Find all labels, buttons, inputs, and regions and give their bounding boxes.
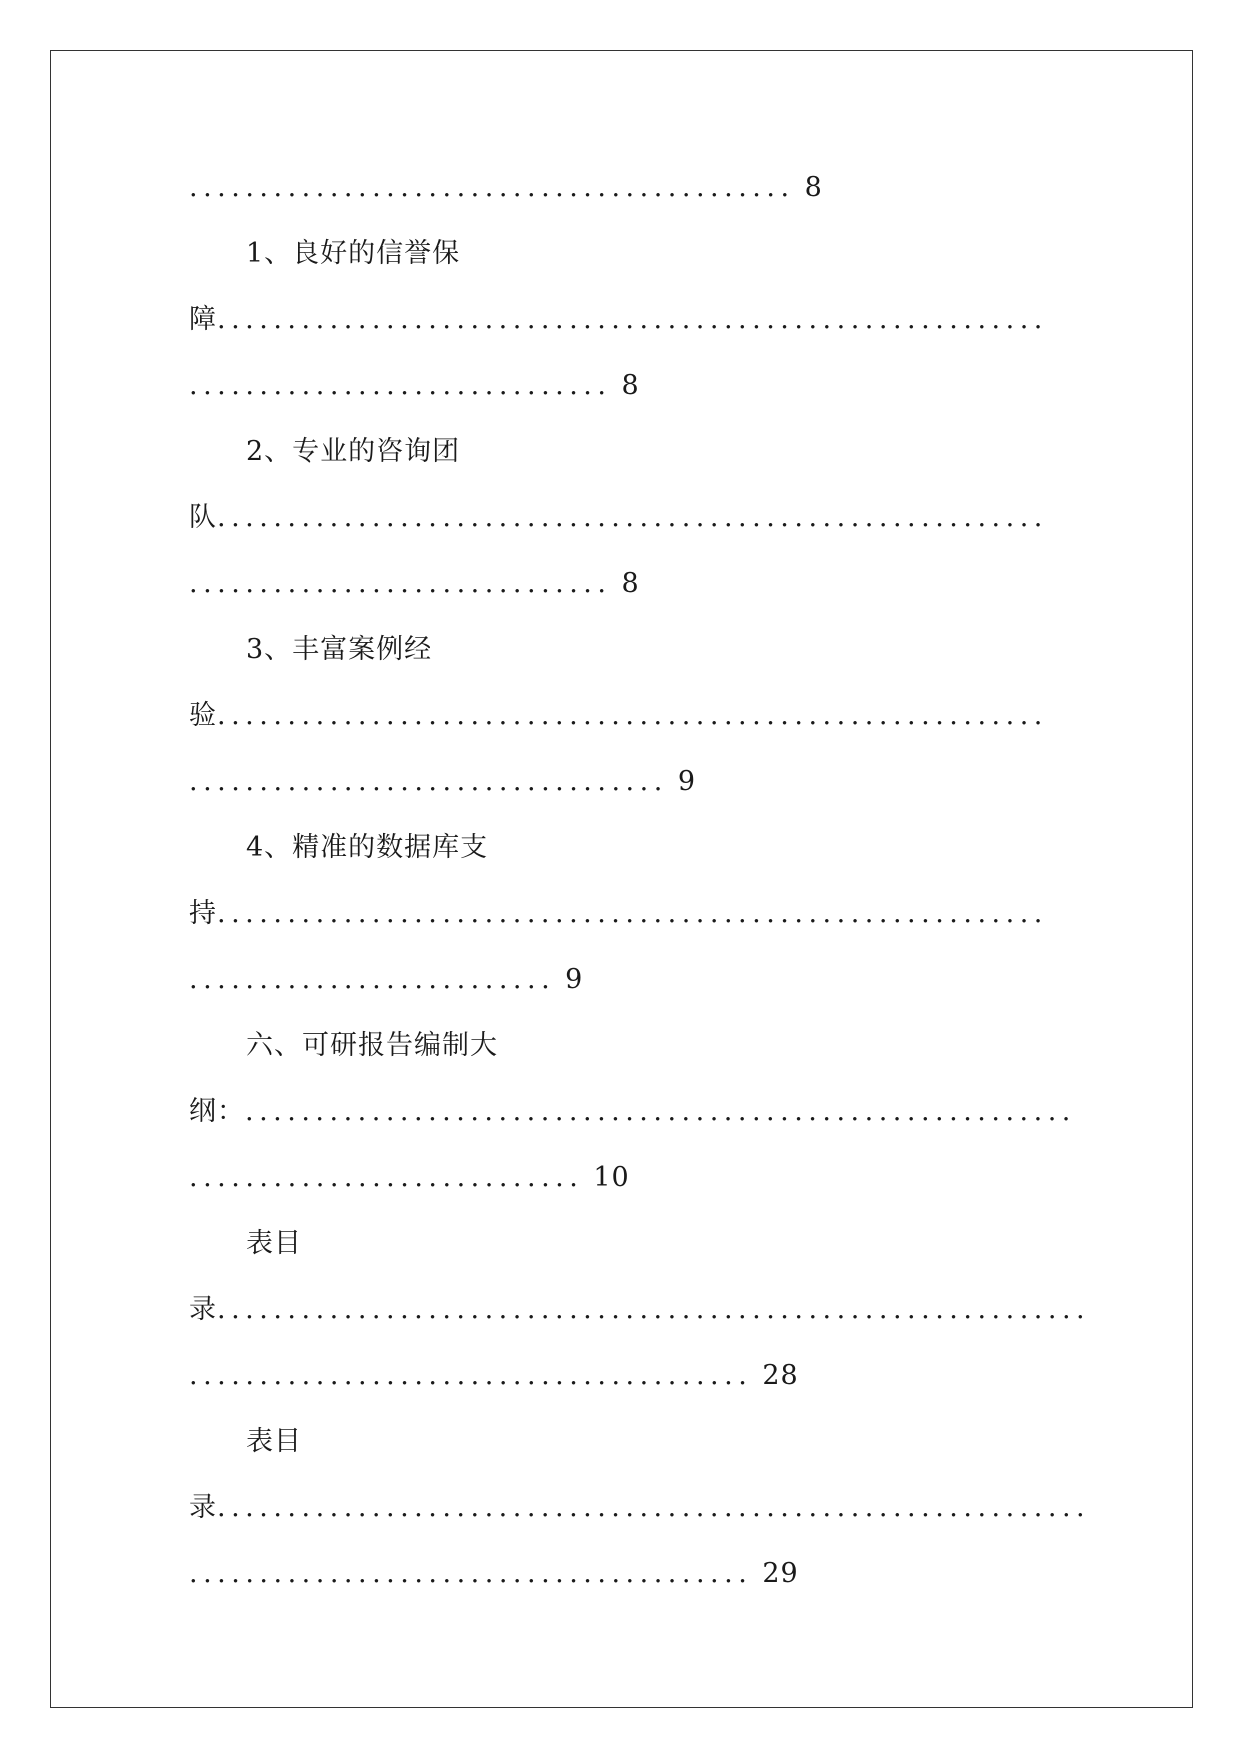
toc-leader-dots: .............................................................. — [217, 1492, 1091, 1523]
toc-leader-dots: ........................................ — [189, 1360, 753, 1391]
toc-entry-title[interactable] — [189, 221, 1069, 287]
toc-continuation-line — [189, 551, 1069, 617]
toc-entry-title[interactable] — [189, 1211, 1069, 1277]
toc-lead: 验 — [189, 700, 217, 731]
toc-entry-title[interactable] — [189, 617, 1069, 683]
toc-lead: 录 — [189, 1294, 217, 1325]
toc-continuation-line — [189, 485, 1069, 551]
toc-page-number[interactable]: 10 — [593, 1162, 630, 1193]
toc-leader-dots: .............................. — [189, 568, 612, 599]
toc-title-text[interactable]: 3、丰富案例经 — [246, 634, 433, 665]
toc-page-number[interactable]: 29 — [762, 1558, 799, 1589]
toc-leader-dots: .................................. — [189, 766, 668, 797]
toc-title-text[interactable]: 表目 — [246, 1426, 302, 1457]
toc-title-text[interactable]: 2、专业的咨询团 — [246, 436, 461, 467]
toc-entry-title[interactable] — [189, 1409, 1069, 1475]
table-of-contents — [189, 155, 1091, 1607]
toc-leader-dots: ........................................................... — [217, 898, 1048, 929]
toc-continuation-line — [189, 683, 1069, 749]
toc-continuation-line — [189, 287, 1069, 353]
toc-leader-dots: ........................................................... — [217, 700, 1048, 731]
toc-entry-title[interactable] — [189, 419, 1069, 485]
toc-leader-dots: .............................. — [189, 370, 612, 401]
toc-leader-dots: ........................................................... — [217, 502, 1048, 533]
toc-lead: 纲： — [189, 1096, 245, 1127]
toc-page-number[interactable]: 8 — [621, 568, 640, 599]
toc-leader-dots: ........................................................... — [245, 1096, 1076, 1127]
toc-continuation-line — [189, 1145, 1069, 1211]
toc-continuation-line — [189, 1475, 1091, 1541]
toc-continuation-line — [189, 1079, 1076, 1145]
toc-continuation-line — [189, 155, 1069, 221]
toc-continuation-line — [189, 1277, 1091, 1343]
toc-entry-title[interactable] — [189, 815, 1069, 881]
toc-page-number[interactable]: 28 — [762, 1360, 799, 1391]
toc-leader-dots: ........................................ — [189, 1558, 753, 1589]
toc-continuation-line — [189, 881, 1069, 947]
toc-title-text[interactable]: 表目 — [246, 1228, 302, 1259]
toc-lead: 录 — [189, 1492, 217, 1523]
toc-page-number[interactable]: 9 — [565, 964, 584, 995]
toc-entry-title[interactable] — [189, 1013, 1069, 1079]
toc-leader-dots: ............................ — [189, 1162, 584, 1193]
toc-title-text[interactable]: 4、精准的数据库支 — [246, 832, 489, 863]
toc-page-number[interactable]: 9 — [677, 766, 696, 797]
toc-leader-dots: .............................................................. — [217, 1294, 1091, 1325]
toc-continuation-line — [189, 1343, 1069, 1409]
toc-title-text[interactable]: 1、良好的信誉保 — [246, 238, 461, 269]
toc-lead: 队 — [189, 502, 217, 533]
toc-continuation-line — [189, 353, 1069, 419]
toc-continuation-line — [189, 749, 1069, 815]
toc-leader-dots: ........................................... — [189, 172, 795, 203]
toc-leader-dots: .......................... — [189, 964, 556, 995]
toc-continuation-line — [189, 947, 1069, 1013]
toc-lead: 障 — [189, 304, 217, 335]
toc-title-text[interactable]: 六、可研报告编制大 — [246, 1030, 498, 1061]
toc-leader-dots: ........................................................... — [217, 304, 1048, 335]
toc-page-number[interactable]: 8 — [804, 172, 823, 203]
toc-page-number[interactable]: 8 — [621, 370, 640, 401]
toc-lead: 持 — [189, 898, 217, 929]
toc-continuation-line — [189, 1541, 1069, 1607]
